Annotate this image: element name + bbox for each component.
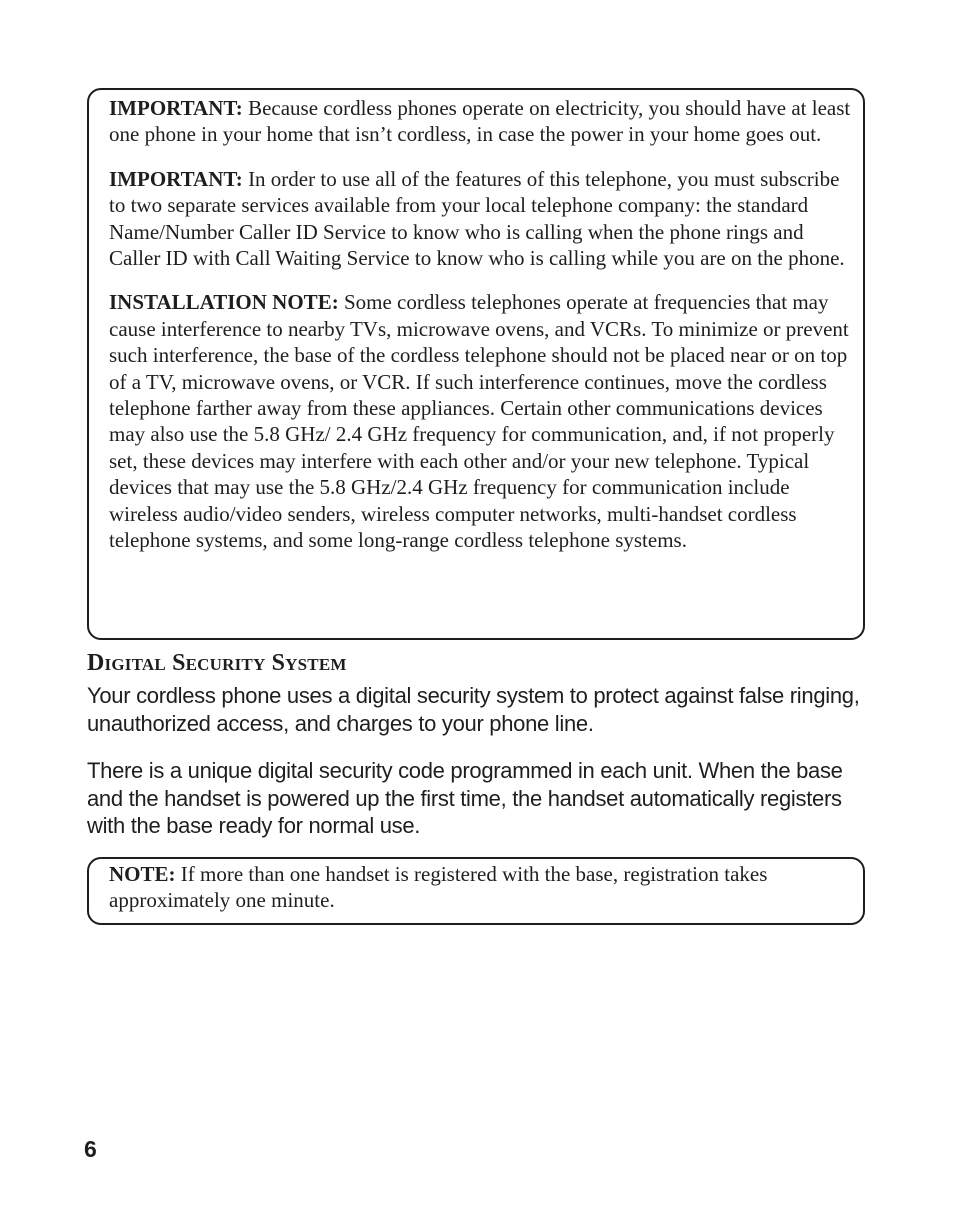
note-lead: IMPORTANT:	[109, 166, 243, 191]
note-lead: INSTALLATION NOTE:	[109, 290, 339, 315]
note-text: Some cordless telephones operate at frequencies that may cause interference to nearby TVs, microwave ovens, and VCRs. To minimize or prevent such interference, the base of the cordless telephone should not be placed near or on top of a TV, microwave ovens, or VCR. If such interference continues, move the cordless telephone farther away from these appliances. Certain other communications devices may also use the 5.8 GHz/ 2.4 GHz frequency for communication, and, if not properly set, these devices may interfere with each other and/or your new telephone. Typical devices that may use the 5.8 GHz/2.4 GHz frequency for communication include wireless audio/video senders, wireless computer networks, multi-handset cordless telephone systems, and some long-range cordless telephone systems.	[109, 290, 849, 553]
body-paragraph: There is a unique digital security code programmed in each unit. When the base and the handset is powered up the first time, the handset automatically registers with the base ready for normal use.	[87, 758, 843, 838]
note-lead: IMPORTANT:	[109, 96, 243, 120]
important-power-note	[109, 95, 853, 148]
note-lead: NOTE:	[109, 862, 176, 886]
important-caller-id-note	[109, 166, 853, 272]
note-text: Because cordless phones operate on electricity, you should have at least one phone in your home that isn’t cordless, in case the power in your home goes out.	[109, 96, 851, 147]
installation-note	[109, 289, 853, 553]
body-paragraph: Your cordless phone uses a digital security system to protect against false ringing, unauthorized access, and charges to your phone line.	[87, 683, 860, 736]
registration-note	[109, 861, 853, 914]
registration-note-box	[87, 857, 865, 925]
note-text: In order to use all of the features of this telephone, you must subscribe to two separate services available from your local telephone company: the standard Name/Number Caller ID Service to know who is calling when the phone rings and Caller ID with Call Waiting Service to know who is calling while you are on the phone.	[109, 166, 845, 271]
important-notes-box	[87, 88, 865, 640]
note-text: If more than one handset is registered with the base, registration takes approximately one minute.	[109, 862, 768, 913]
page-number: 6	[84, 1136, 97, 1162]
section-heading: Digital Security System	[87, 650, 347, 676]
